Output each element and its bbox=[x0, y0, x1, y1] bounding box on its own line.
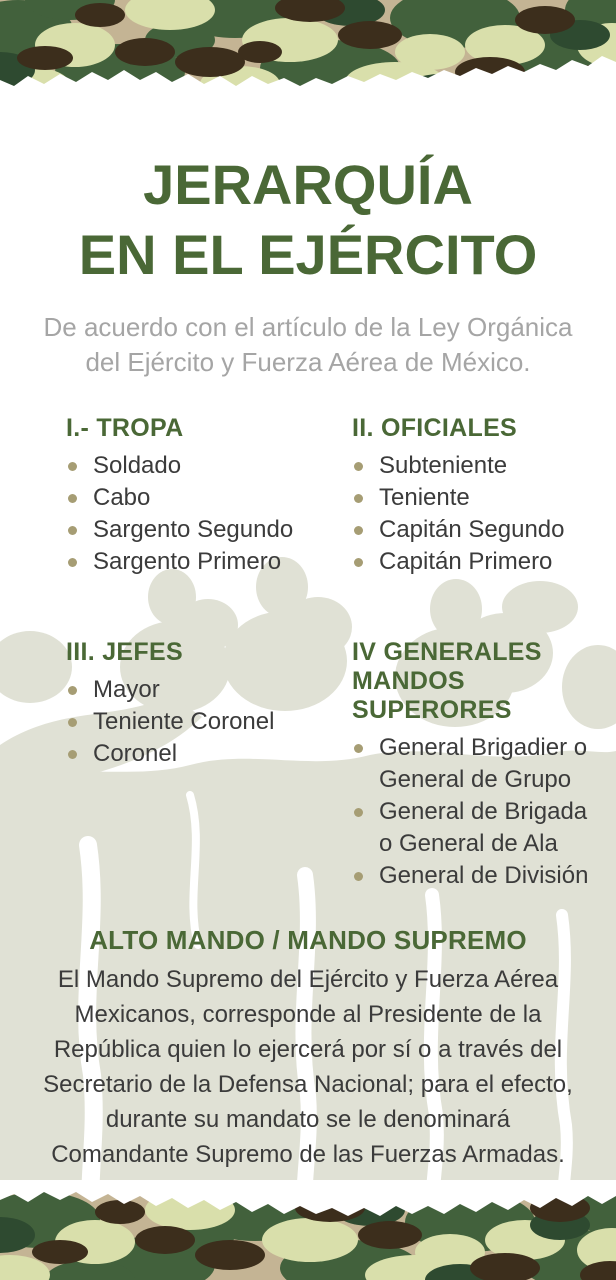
rank-item bbox=[66, 514, 352, 546]
rank-item bbox=[352, 860, 600, 892]
rank-item bbox=[66, 738, 352, 770]
bullet-icon bbox=[354, 558, 363, 567]
rank-list-tropa bbox=[66, 450, 352, 578]
rank-label: General Brigadier o General de Grupo bbox=[379, 734, 588, 793]
rank-item bbox=[66, 450, 352, 482]
bullet-icon bbox=[68, 526, 77, 535]
rank-list-oficiales bbox=[352, 450, 600, 578]
alto-mando-section bbox=[0, 924, 616, 1172]
section-tropa bbox=[66, 414, 352, 578]
section-jefes bbox=[66, 638, 352, 770]
rank-label: Subteniente bbox=[379, 452, 508, 479]
bullet-icon bbox=[354, 462, 363, 471]
bullet-icon bbox=[354, 494, 363, 503]
rank-item bbox=[352, 732, 600, 796]
rank-label: Sargento Segundo bbox=[93, 516, 294, 543]
rank-label: Cabo bbox=[93, 484, 151, 511]
subtitle: De acuerdo con el artículo de la Ley Orgánica del Ejército y Fuerza Aérea de México. bbox=[43, 312, 573, 377]
bullet-icon bbox=[68, 718, 77, 727]
rank-label: Sargento Primero bbox=[93, 548, 282, 575]
section-generales bbox=[352, 638, 600, 892]
rank-item bbox=[66, 482, 352, 514]
rank-label: General de División bbox=[379, 862, 589, 889]
rank-label: Soldado bbox=[93, 452, 182, 479]
section-jefes-heading: III. JEFES bbox=[66, 638, 183, 666]
rank-item bbox=[352, 482, 600, 514]
bullet-icon bbox=[68, 494, 77, 503]
bullet-icon bbox=[68, 462, 77, 471]
alto-mando-paragraph: El Mando Supremo del Ejército y Fuerza Aérea Mexicanos, corresponde al Presidente de la República quien lo ejercerá por sí o a través del Secretario de la Defensa Nacional; para el efecto, durante su mandato se le denominará Comandante Supremo de las Fuerzas Armadas. bbox=[43, 966, 573, 1168]
bullet-icon bbox=[354, 744, 363, 753]
bullet-icon bbox=[354, 526, 363, 535]
rank-label: Coronel bbox=[93, 740, 178, 767]
rank-list-jefes bbox=[66, 674, 352, 770]
bullet-icon bbox=[68, 750, 77, 759]
bullet-icon bbox=[68, 558, 77, 567]
rank-label: Mayor bbox=[93, 676, 160, 703]
rank-item bbox=[352, 796, 600, 860]
rank-item bbox=[66, 546, 352, 578]
bullet-icon bbox=[68, 686, 77, 695]
rank-label: Teniente bbox=[379, 484, 470, 511]
page-title bbox=[0, 150, 616, 290]
title-line-2: EN EL EJÉRCITO bbox=[78, 222, 538, 286]
rank-item bbox=[66, 706, 352, 738]
rank-label: Capitán Primero bbox=[379, 548, 553, 575]
rank-label: Teniente Coronel bbox=[93, 708, 275, 735]
rank-label: Capitán Segundo bbox=[379, 516, 565, 543]
bullet-icon bbox=[354, 808, 363, 817]
title-line-1: JERARQUÍA bbox=[143, 152, 473, 216]
section-generales-heading: IV GENERALES MANDOS SUPERORES bbox=[352, 638, 542, 724]
section-oficiales bbox=[352, 414, 600, 578]
rank-item bbox=[352, 450, 600, 482]
rank-item bbox=[352, 514, 600, 546]
rank-label: General de Brigada o General de Ala bbox=[379, 798, 588, 857]
alto-mando-heading: ALTO MANDO / MANDO SUPREMO bbox=[89, 925, 527, 955]
section-tropa-heading: I.- TROPA bbox=[66, 414, 184, 442]
rank-list-generales bbox=[352, 732, 600, 892]
rank-sections bbox=[66, 414, 600, 892]
section-oficiales-heading: II. OFICIALES bbox=[352, 414, 518, 442]
bullet-icon bbox=[354, 872, 363, 881]
rank-item bbox=[352, 546, 600, 578]
rank-item bbox=[66, 674, 352, 706]
